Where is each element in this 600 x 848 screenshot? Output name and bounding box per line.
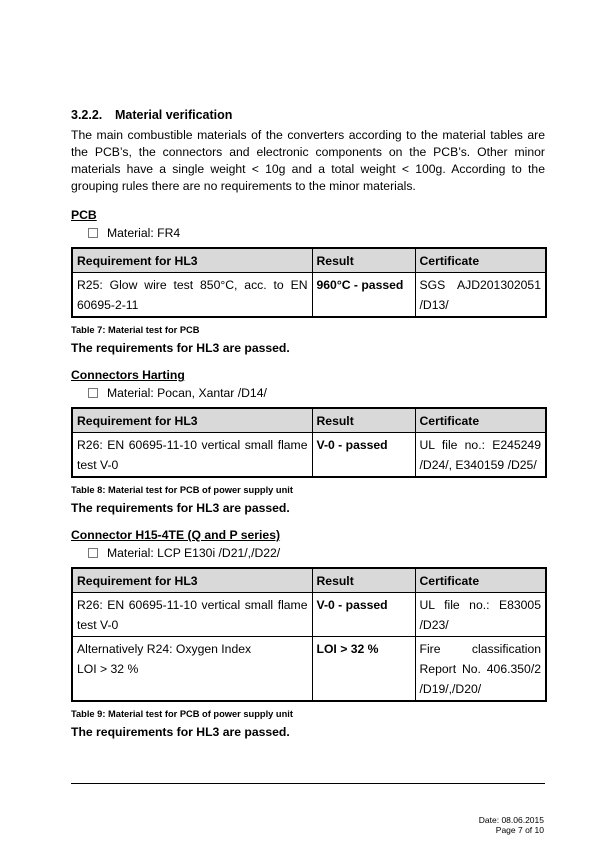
page-footer [479, 815, 544, 835]
material-table [71, 407, 547, 478]
conclusion: The requirements for HL3 are passed. [71, 341, 290, 355]
requirement-line: LOI > 32 % [77, 662, 139, 676]
header-requirement: Requirement for HL3 [72, 408, 312, 433]
table-header-row [72, 248, 546, 273]
table-row [72, 433, 546, 478]
conclusion: The requirements for HL3 are passed. [71, 725, 290, 739]
cell-result: V-0 - passed [312, 433, 415, 478]
table-caption: Table 8: Material test for PCB of power supply unit [71, 485, 293, 495]
material-table [71, 247, 547, 318]
cell-requirement: R26: EN 60695-11-10 vertical small flame test V-0 [72, 433, 312, 478]
table-row [72, 637, 546, 702]
material-block-pcb [71, 208, 545, 355]
document-body [71, 108, 545, 739]
section-title: Material verification [115, 108, 233, 122]
block-title: PCB [71, 208, 97, 222]
header-requirement: Requirement for HL3 [72, 248, 312, 273]
cell-result: LOI > 32 % [312, 637, 415, 702]
cell-result: 960°C - passed [312, 273, 415, 318]
header-certificate: Certificate [415, 568, 546, 593]
cell-certificate: Fire classification Report No. 406.350/2 /D19/,/D20/ [415, 637, 546, 702]
cell-requirement: R26: EN 60695-11-10 vertical small flame test V-0 [72, 593, 312, 637]
material-bullet: Material: Pocan, Xantar /D14/ [88, 385, 545, 402]
bullet-box-icon [88, 548, 98, 558]
intro-paragraph: The main combustible materials of the converters according to the material tables are the PCB’s, the connectors and electronic components on the PCB’s. Other minor materials have a single weight < 10g and a total weight < 100g. According to the grouping rules there are no requirements to the minor materials. [71, 128, 545, 193]
material-bullet: Material: FR4 [88, 225, 545, 242]
header-result: Result [312, 408, 415, 433]
cell-certificate: SGS AJD201302051 /D13/ [415, 273, 546, 318]
footer-divider [71, 783, 545, 784]
cell-requirement: R25: Glow wire test 850°C, acc. to EN 60695-2-11 [72, 273, 312, 318]
section-heading [71, 108, 545, 122]
footer-page-number: Page 7 of 10 [495, 825, 544, 835]
header-result: Result [312, 248, 415, 273]
table-caption: Table 7: Material test for PCB [71, 325, 200, 335]
cell-certificate: UL file no.: E83005 /D23/ [415, 593, 546, 637]
cell-result: V-0 - passed [312, 593, 415, 637]
cell-requirement [72, 637, 312, 702]
header-certificate: Certificate [415, 248, 546, 273]
table-caption: Table 9: Material test for PCB of power supply unit [71, 709, 293, 719]
block-title: Connectors Harting [71, 368, 185, 382]
cell-certificate: UL file no.: E245249 /D24/, E340159 /D25/ [415, 433, 546, 478]
footer-date: Date: 08.06.2015 [478, 815, 544, 825]
table-row [72, 273, 546, 318]
bullet-box-icon [88, 388, 98, 398]
material-block-connectors-harting [71, 368, 545, 515]
material-block-connector-h15 [71, 528, 545, 739]
block-title: Connector H15-4TE (Q and P series) [71, 528, 281, 542]
table-header-row [72, 568, 546, 593]
section-number: 3.2.2. [71, 108, 103, 122]
conclusion: The requirements for HL3 are passed. [71, 501, 290, 515]
requirement-line: Alternatively R24: Oxygen Index [77, 642, 252, 656]
material-table [71, 567, 547, 702]
table-header-row [72, 408, 546, 433]
table-row [72, 593, 546, 637]
header-certificate: Certificate [415, 408, 546, 433]
material-bullet: Material: LCP E130i /D21/,/D22/ [88, 545, 545, 562]
header-result: Result [312, 568, 415, 593]
bullet-box-icon [88, 228, 98, 238]
header-requirement: Requirement for HL3 [72, 568, 312, 593]
